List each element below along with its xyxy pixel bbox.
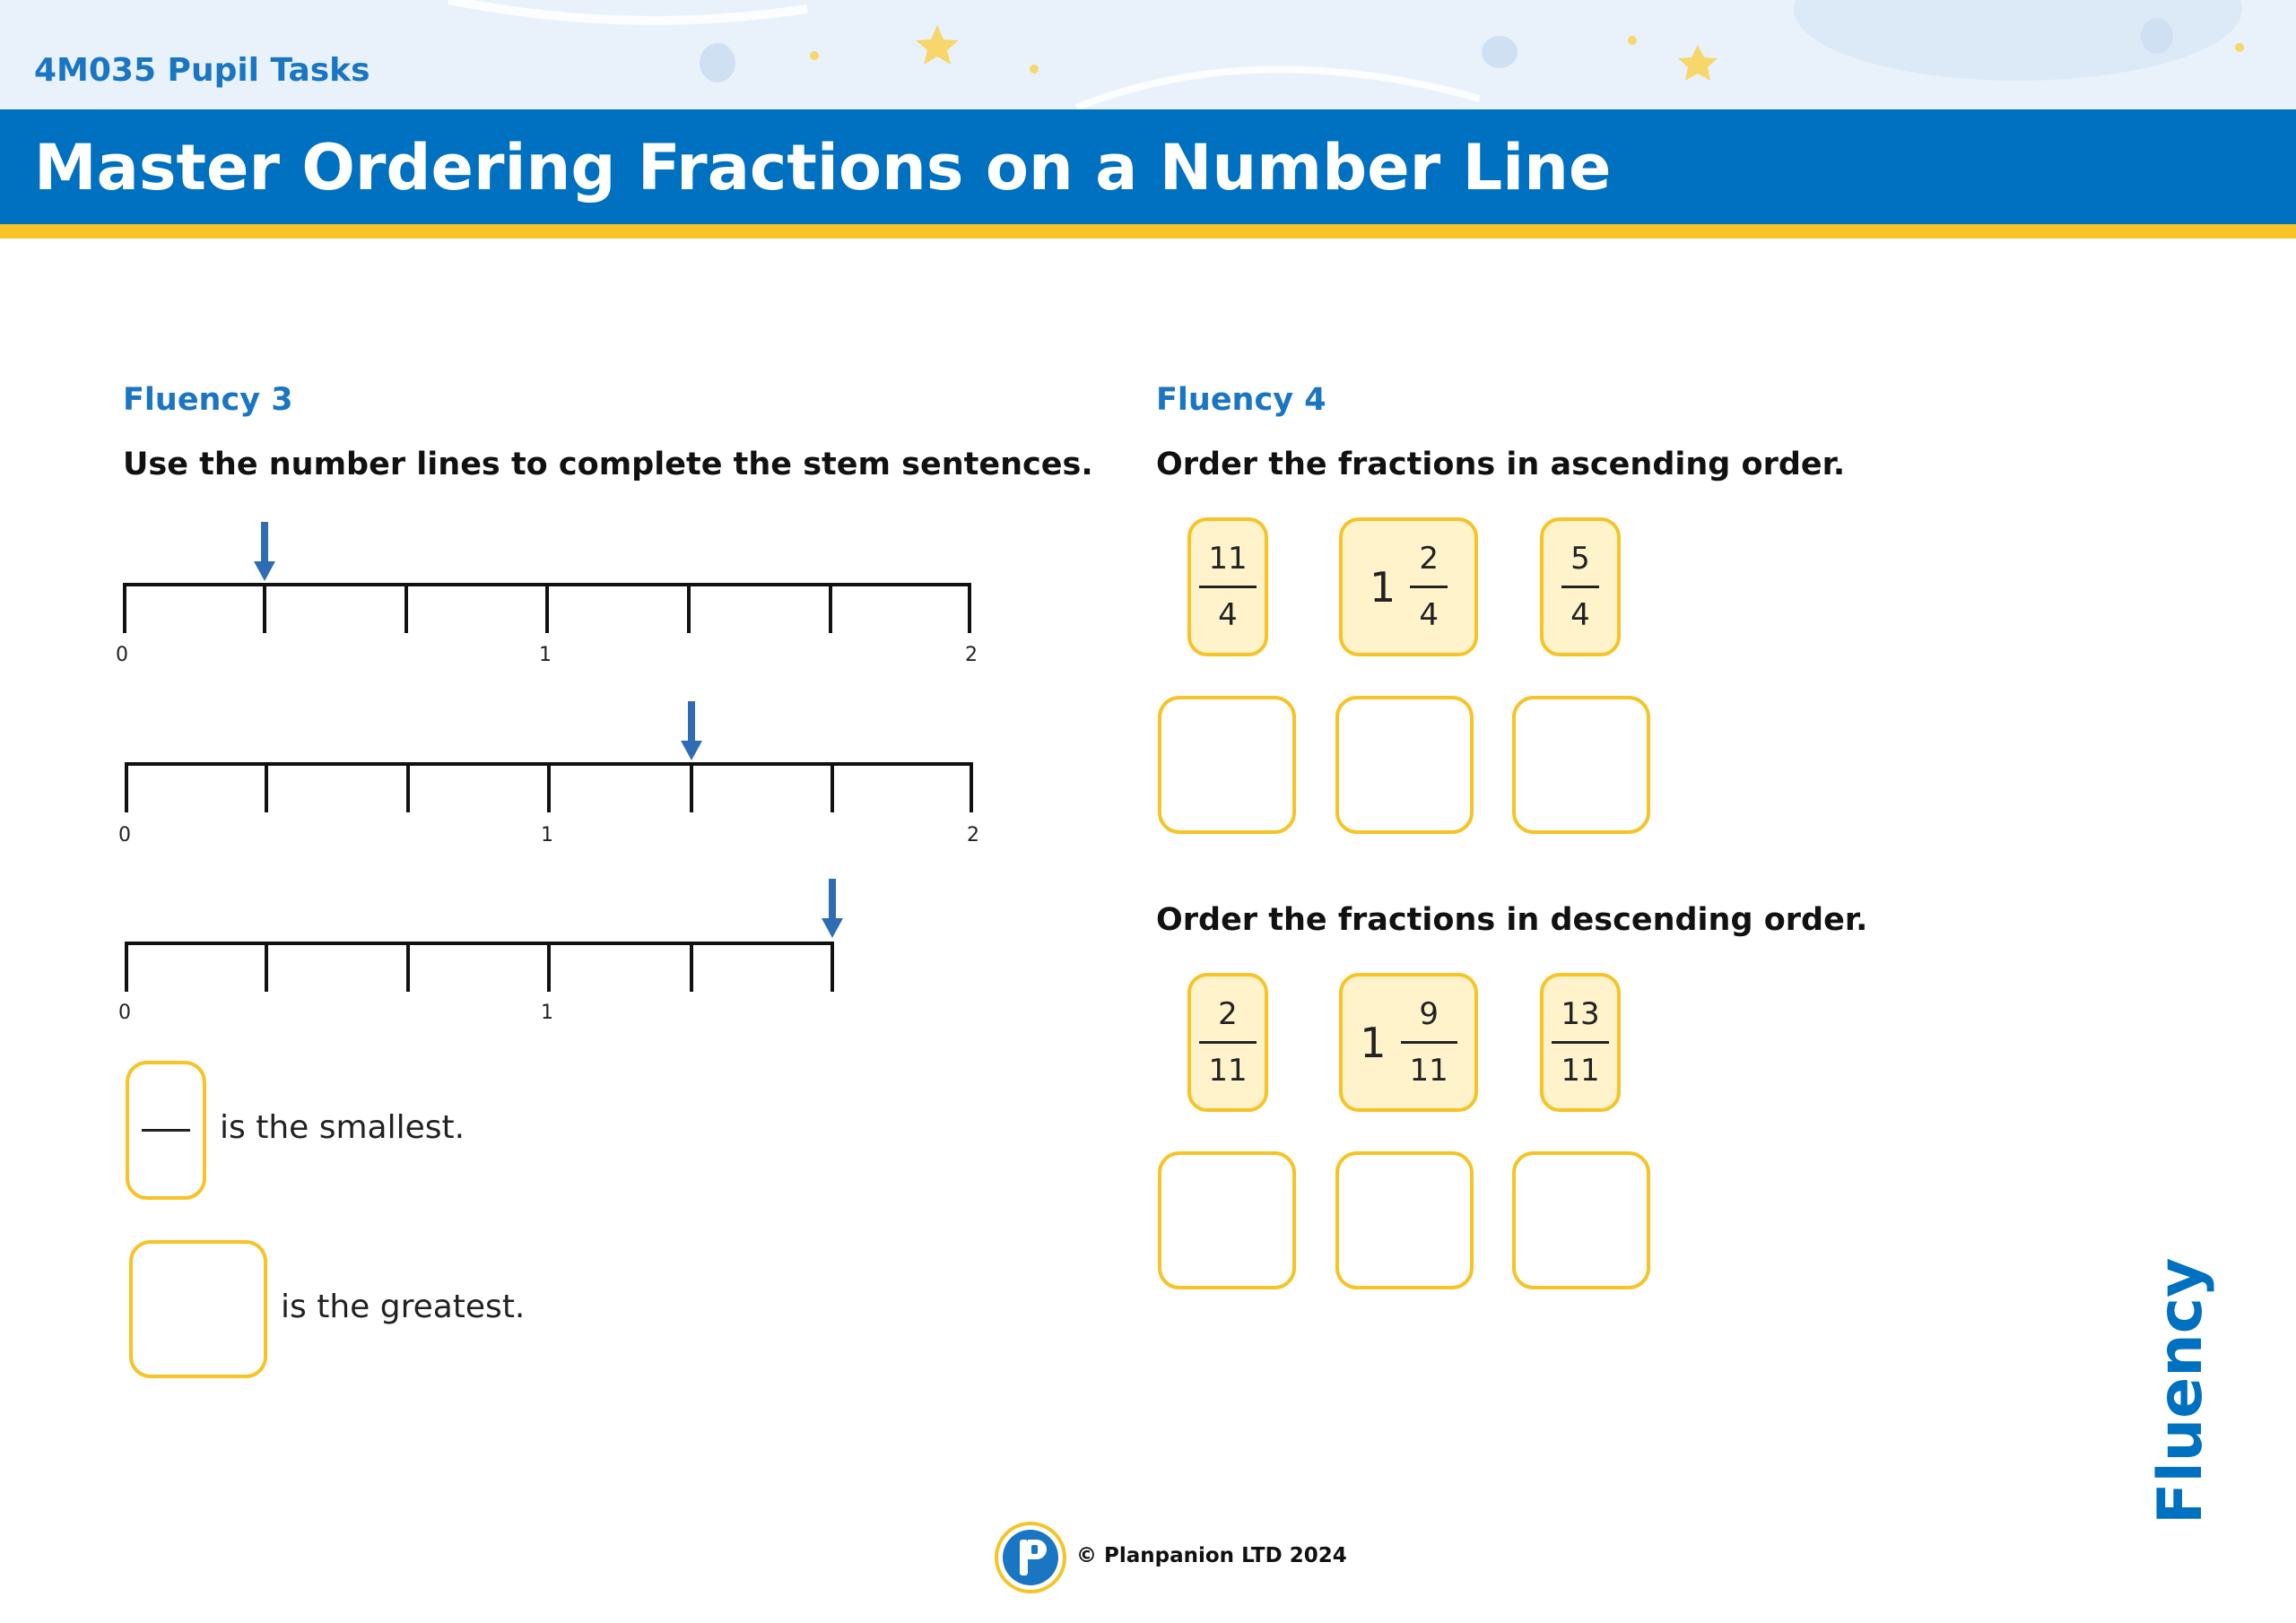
- tick-label: 0: [116, 644, 128, 666]
- planpanion-logo-icon: [993, 1520, 1068, 1595]
- down-arrow-icon: [681, 701, 702, 760]
- down-arrow-icon: [822, 879, 843, 938]
- tick-label: 1: [541, 1002, 553, 1024]
- number-line-1: [123, 522, 971, 633]
- page-title: Master Ordering Fractions on a Number Line: [34, 131, 1612, 204]
- ascending-instruction: Order the fractions in ascending order.: [1156, 447, 1846, 482]
- star-icon: [1678, 45, 1718, 81]
- numerator: 5: [1570, 541, 1590, 577]
- descending-answer-box-2[interactable]: [1335, 1151, 1474, 1289]
- ascending-answer-box-1[interactable]: [1158, 696, 1296, 834]
- numerator: 9: [1419, 996, 1439, 1032]
- fluency-3-heading: Fluency 3: [123, 382, 293, 418]
- whole-number: 1: [1370, 562, 1396, 612]
- fluency-side-tag: Fluency: [2145, 1257, 2216, 1524]
- fraction-bar: [142, 1129, 190, 1132]
- tick-label: 0: [118, 1002, 131, 1024]
- fraction: [1410, 541, 1448, 633]
- ascending-answer-box-2[interactable]: [1335, 696, 1474, 834]
- tick-label: 2: [967, 824, 979, 846]
- fraction-card: [1187, 973, 1268, 1112]
- whole-number: 1: [1360, 1018, 1387, 1067]
- denominator: 4: [1218, 597, 1238, 633]
- fraction-bar: [1552, 1041, 1608, 1044]
- denominator: 11: [1208, 1053, 1248, 1089]
- numerator: 2: [1218, 996, 1238, 1032]
- number-line-2: [125, 701, 973, 812]
- fraction-card: [1187, 517, 1268, 656]
- number-lines: [0, 0, 1076, 1435]
- fraction: [1401, 996, 1457, 1089]
- ascending-answer-box-3[interactable]: [1512, 696, 1650, 834]
- descending-answer-box-3[interactable]: [1512, 1151, 1650, 1289]
- fraction-card: [1540, 973, 1621, 1112]
- smallest-answer-box[interactable]: [126, 1061, 206, 1200]
- numerator: 2: [1419, 541, 1439, 577]
- fraction-card: [1339, 973, 1478, 1112]
- tick-label: 1: [539, 644, 552, 666]
- number-line-3: [125, 879, 843, 992]
- tick-label: 2: [965, 644, 978, 666]
- fraction-bar: [1401, 1041, 1457, 1044]
- fraction-card: [1540, 517, 1621, 656]
- greatest-answer-box[interactable]: [129, 1240, 267, 1378]
- fluency-3-instruction: Use the number lines to complete the stem sentences.: [123, 447, 1093, 482]
- stem-greatest: is the greatest.: [281, 1289, 526, 1325]
- tick-label: 1: [541, 824, 553, 846]
- copyright: © Planpanion LTD 2024: [1076, 1544, 1347, 1567]
- denominator: 4: [1419, 597, 1439, 633]
- fraction: [1552, 996, 1608, 1089]
- stem-smallest: is the smallest.: [220, 1109, 465, 1146]
- fraction: [1199, 996, 1256, 1089]
- fraction-bar: [1561, 586, 1599, 588]
- denominator: 11: [1409, 1053, 1448, 1089]
- fraction-bar: [1199, 586, 1256, 588]
- denominator: 11: [1561, 1053, 1600, 1089]
- worksheet-code: 4M035 Pupil Tasks: [34, 52, 370, 89]
- descending-answer-box-1[interactable]: [1158, 1151, 1296, 1289]
- denominator: 4: [1570, 597, 1590, 633]
- fraction: [1199, 541, 1256, 633]
- descending-instruction: Order the fractions in descending order.: [1156, 902, 1868, 938]
- fraction: [1561, 541, 1599, 633]
- fraction-card: [1339, 517, 1478, 656]
- fraction-bar: [1199, 1041, 1256, 1044]
- fluency-4-heading: Fluency 4: [1156, 382, 1326, 418]
- numerator: 11: [1208, 541, 1248, 577]
- down-arrow-icon: [254, 522, 275, 581]
- fraction-bar: [1410, 586, 1448, 588]
- numerator: 13: [1561, 996, 1600, 1032]
- tick-label: 0: [118, 824, 131, 846]
